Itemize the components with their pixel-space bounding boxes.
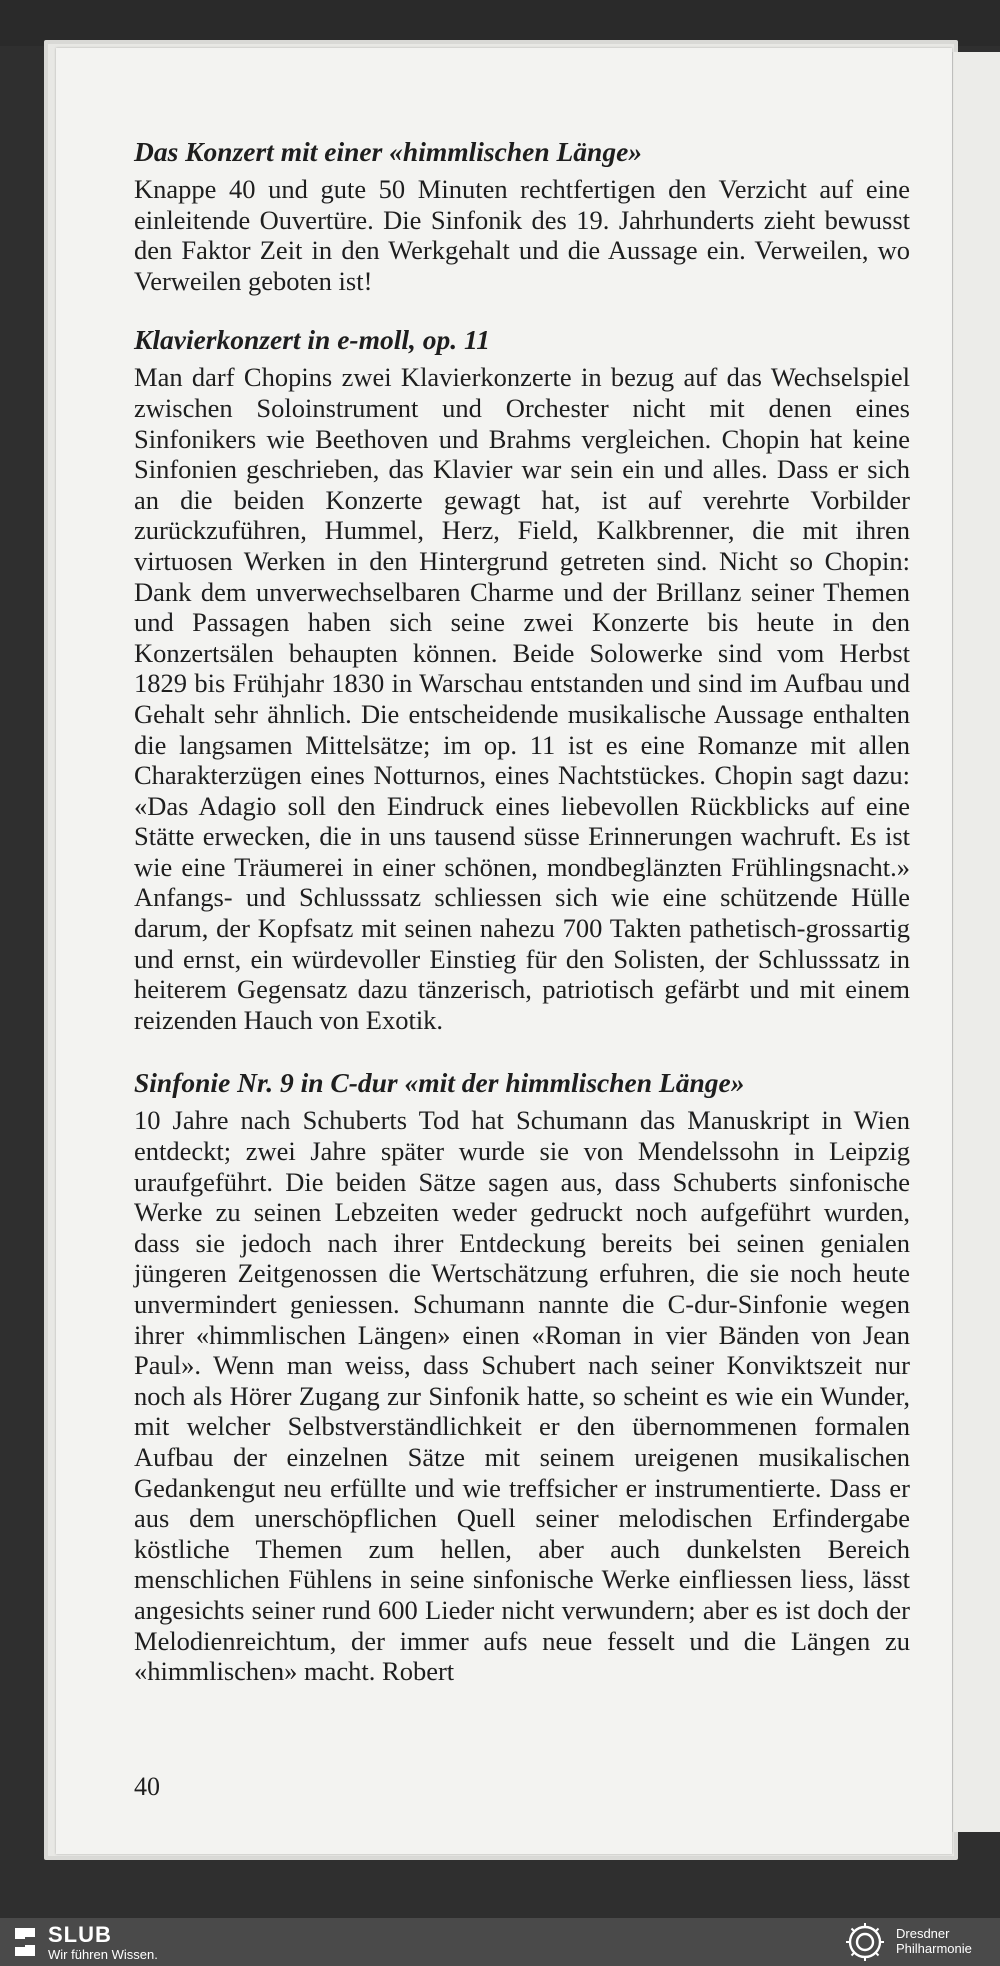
section-piano-concerto	[134, 322, 910, 1035]
slub-logo-icon	[12, 1925, 38, 1959]
partner-name-line1: Dresdner	[896, 1926, 950, 1941]
section-body: Knappe 40 und gute 50 Minuten rechtfertigen den Verzicht auf eine einleitende Ouvertüre. Die Sinfonik des 19. Jahrhunderts zieht bewusst den Faktor Zeit in den Werkgehalt und die Aussage ein. Verweilen, wo Verweilen geboten ist!	[134, 174, 910, 296]
section-intro	[134, 134, 910, 296]
partner-name	[896, 1926, 972, 1956]
section-body: Man darf Chopins zwei Klavierkonzerte in bezug auf das Wechselspiel zwischen Soloinstrument und Orchester nicht mit denen eines Sinfonikers wie Beethoven und Brahms vergleichen. Chopin hat keine Sinfonien geschrieben, das Klavier war sein ein und alles. Dass er sich an die beiden Konzerte gewagt hat, ist auf verehrte Vorbilder zurückzuführen, Hummel, Herz, Field, Kalkbrenner, die mit ihren virtuosen Werken in den Hintergrund getreten sind. Nicht so Chopin: Dank dem unverwechselbaren Charme und der Brillanz seiner Themen und Passagen haben sich seine zwei Konzerte bis heute in den Konzertsälen behaupten können. Beide Solowerke sind vom Herbst 1829 bis Frühjahr 1830 in Warschau entstanden und sind im Aufbau und Gehalt sehr ähnlich. Die entscheidende musikalische Aussage enthalten die langsamen Mittelsätze; im op. 11 ist es eine Romanze mit allen Charakterzügen eines Notturnos, eines Nachtstückes. Chopin sagt dazu: «Das Adagio soll den Eindruck eines liebevollen Rückblicks auf eine Stätte erwecken, die in uns tausend süsse Erinnerungen wachruft. Es ist wie eine Träumerei in einer schönen, mondbeglänzten Frühlingsnacht.» Anfangs- und Schlusssatz schliessen sich wie eine schützende Hülle darum, der Kopfsatz mit seinen nahezu 700 Takten pathetisch-grossartig und ernst, ein würdevoller Einstieg für den Solisten, der Schlusssatz in heiterem Gegensatz dazu tänzerisch, patriotisch gefärbt und mit einem reizenden Hauch von Exotik.	[134, 362, 910, 1035]
section-symphony	[134, 1065, 910, 1686]
library-tagline: Wir führen Wissen.	[48, 1947, 158, 1962]
section-heading: Das Konzert mit einer «himmlischen Länge»	[134, 136, 643, 167]
philharmonie-logo-icon	[842, 1922, 888, 1962]
viewer-footer	[0, 1918, 1000, 1966]
partner-name-line2: Philharmonie	[896, 1941, 972, 1956]
section-body: 10 Jahre nach Schuberts Tod hat Schumann das Manuskript in Wien entdeckt; zwei Jahre später wurde sie von Mendelssohn in Leipzig uraufgeführt. Die beiden Sätze sagen aus, dass Schuberts sinfonische Werke zu seinen Lebzeiten weder gedruckt noch aufgeführt wurden, dass sie jedoch nach ihrer Entdeckung bereits bei seinen genialen jüngeren Zeitgenossen die Wertschätzung erfuhren, die sie noch heute unvermindert geniessen. Schumann nannte die C-dur-Sinfonie wegen ihrer «himmlischen Längen» einen «Roman in vier Bänden von Jean Paul». Wenn man weiss, dass Schubert nach seiner Konviktszeit nur noch als Hörer Zugang zur Sinfonik hatte, so scheint es wie ein Wunder, mit welcher Selbstverständlichkeit er den übernommenen formalen Aufbau der einzelnen Sätze mit seinem ureigenen musikalischen Gedankengut neu erfüllte und wie treffsicher er instrumentierte. Dass er aus dem unerschöpflichen Quell seiner melodischen Erfindergabe köstliche Themen zum hellen, aber auch dunkelsten Bereich menschlichen Fühlens in seine sinfonische Werke einfliessen liess, lässt angesichts seiner rund 600 Lieder nicht verwundern; aber es ist doch der Melodienreichtum, der immer aufs neue fesselt und die Längen zu «himmlischen» macht. Robert	[134, 1105, 910, 1687]
page-number: 40	[134, 1772, 160, 1801]
facing-page-edge	[952, 52, 1000, 1832]
section-heading: Klavierkonzert in e-moll, op. 11	[134, 324, 490, 356]
page-content	[134, 134, 910, 1687]
library-name: SLUB	[48, 1922, 112, 1947]
section-heading: Sinfonie Nr. 9 in C-dur «mit der himmlischen Länge»	[134, 1067, 745, 1099]
